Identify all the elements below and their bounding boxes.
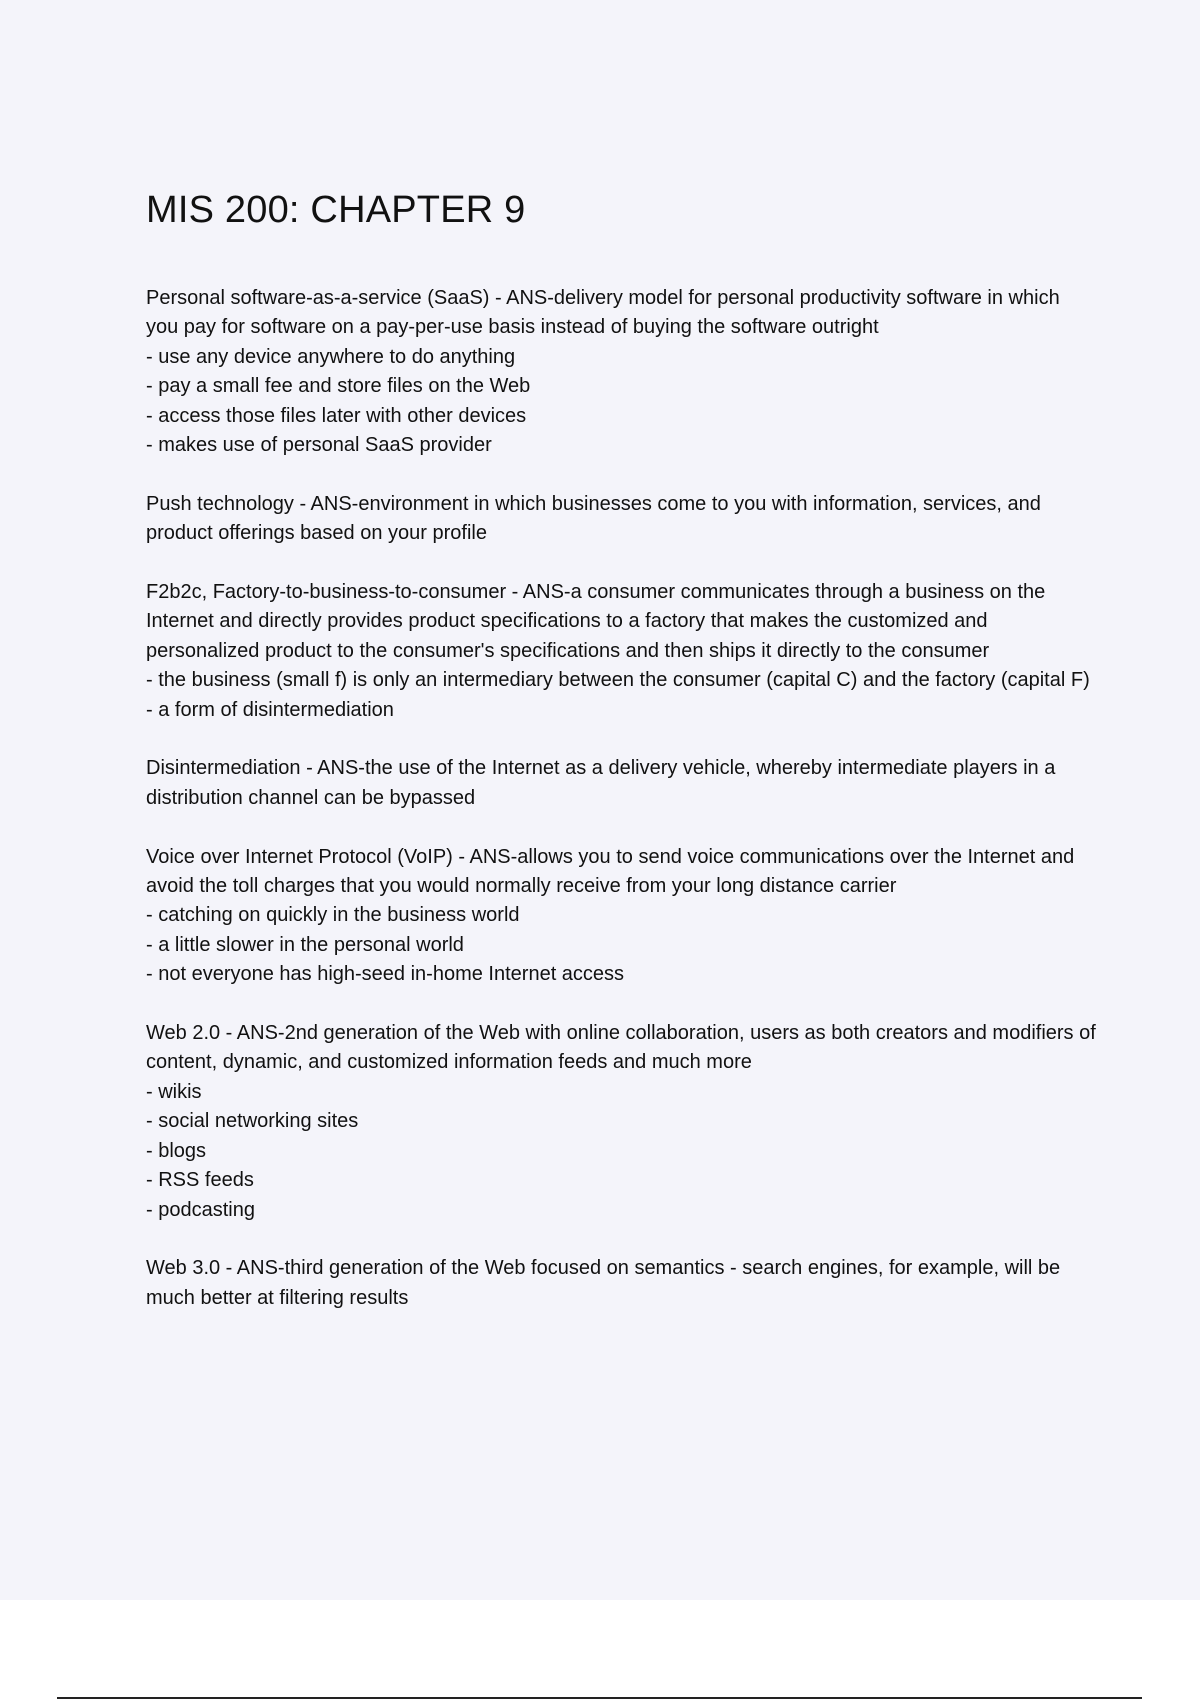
entry-line: - not everyone has high-seed in-home Internet access — [146, 963, 625, 986]
entry-line: Web 3.0 - ANS-third generation of the Web focused on semantics - search engines, for example, will be much better at filtering results — [146, 1257, 1061, 1309]
entry-line: - a little slower in the personal world — [146, 933, 464, 956]
entry-line: - catching on quickly in the business world — [146, 904, 520, 927]
entry-saas — [146, 284, 1096, 460]
page-title: MIS 200: CHAPTER 9 — [146, 189, 526, 231]
entry-line: - blogs — [146, 1139, 207, 1162]
entry-voip — [146, 843, 1096, 990]
entry-line: Disintermediation - ANS-the use of the Internet as a delivery vehicle, whereby intermediate players in a distribution channel can be bypassed — [146, 757, 1056, 809]
footer-divider — [57, 1697, 1142, 1699]
entry-push-technology — [146, 490, 1096, 549]
entry-line: F2b2c, Factory-to-business-to-consumer - ANS-a consumer communicates through a business on the Internet and directly provides product specifications to a factory that makes the customized and personalized product to the consumer's specifications and then ships it directly to the consumer — [146, 581, 1046, 662]
entry-line: - wikis — [146, 1080, 202, 1103]
entry-line: - RSS feeds — [146, 1169, 254, 1192]
entry-line: - pay a small fee and store files on the Web — [146, 375, 531, 398]
entry-web-2-0 — [146, 1019, 1096, 1225]
entry-line: Personal software-as-a-service (SaaS) - ANS-delivery model for personal productivity software in which you pay for software on a pay-per-use basis instead of buying the software outright — [146, 287, 1060, 339]
entry-line: - access those files later with other devices — [146, 404, 527, 427]
document-content — [146, 186, 1096, 1343]
entry-web-3-0 — [146, 1254, 1096, 1313]
entry-line: - a form of disintermediation — [146, 698, 394, 721]
entry-line: - social networking sites — [146, 1110, 359, 1133]
entry-line: - makes use of personal SaaS provider — [146, 434, 492, 457]
entry-disintermediation — [146, 754, 1096, 813]
entry-line: Web 2.0 - ANS-2nd generation of the Web with online collaboration, users as both creators and modifiers of content, dynamic, and customized information feeds and much more — [146, 1022, 1096, 1074]
entry-line: - podcasting — [146, 1198, 255, 1221]
entry-line: Push technology - ANS-environment in which businesses come to you with information, services, and product offerings based on your profile — [146, 492, 1041, 545]
entry-f2b2c — [146, 578, 1096, 725]
entry-line: - the business (small f) is only an intermediary between the consumer (capital C) and the factory (capital F) — [146, 669, 1090, 692]
entry-line: Voice over Internet Protocol (VoIP) - ANS-allows you to send voice communications over the Internet and avoid the toll charges that you would normally receive from your long distance carrier — [146, 845, 1075, 898]
entry-line: - use any device anywhere to do anything — [146, 345, 516, 368]
